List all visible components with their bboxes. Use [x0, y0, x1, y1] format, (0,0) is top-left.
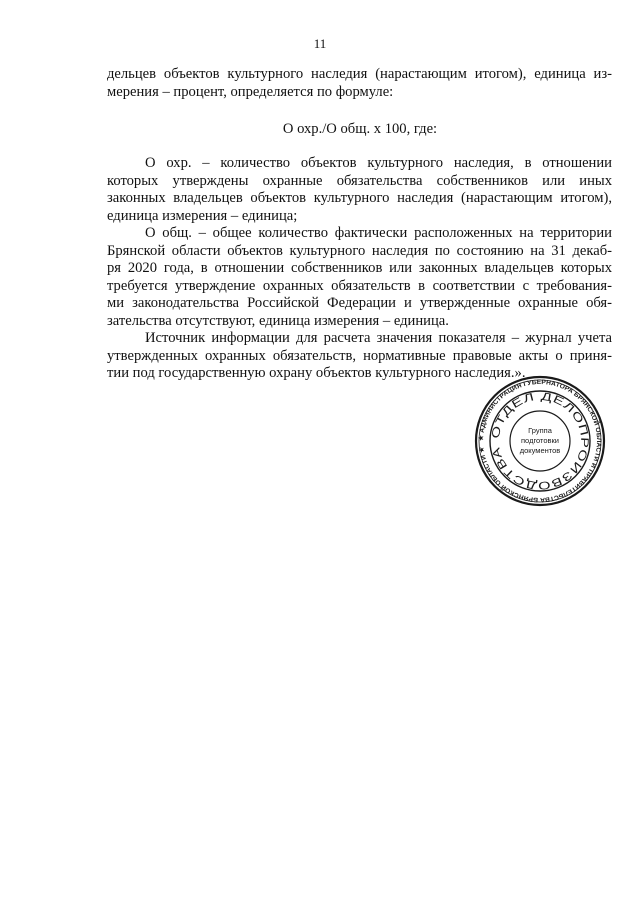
text-line: Брянской области объектов культурного наследия по состоянию на 31 декаб- — [107, 242, 612, 259]
stamp-inner-text: ОТДЕЛ ДЕЛОПРОИЗВОДСТВА — [489, 390, 591, 492]
text-line: О охр. – количество объектов культурного наследия, в отношении — [145, 155, 612, 171]
stamp-center-line: подготовки — [521, 436, 559, 445]
text-line: мерения – процент, определяется по формуле: — [107, 83, 394, 100]
intro-paragraph — [107, 66, 612, 101]
stamp-center-line: Группа — [528, 426, 552, 435]
definition-obsh-paragraph — [107, 225, 612, 331]
text-line: ря 2020 года, в отношении собственников или законных владельцев которых — [107, 260, 612, 277]
page-number: 11 — [313, 36, 327, 51]
text-line: единица измерения – единица; — [107, 207, 298, 224]
text-line: требуется утверждение охранных обязательств в соответствии с требования- — [107, 277, 612, 294]
definition-ohr-paragraph — [107, 155, 612, 225]
text-line: ми законодательства Российской Федерации и утвержденные охранные обя- — [107, 295, 612, 312]
official-stamp — [474, 375, 606, 507]
stamp-outer-text: ★ АДМИНИСТРАЦИЯ ГУБЕРНАТОРА БРЯНСКОЙ ОБЛАСТИ И ПРАВИТЕЛЬСТВА БРЯНСКОЙ ОБЛАСТИ ★ — [477, 378, 603, 504]
text-line: утвержденных охранных обязательств, нормативные правовые акты о приня- — [107, 347, 612, 364]
formula: О охр./О общ. х 100, где: — [282, 121, 438, 137]
text-line: тии под государственную охрану объектов культурного наследия.». — [107, 365, 526, 382]
text-line: зательства отсутствуют, единица измерения – единица. — [107, 312, 449, 329]
text-line: Источник информации для расчета значения показателя – журнал учета — [145, 330, 612, 346]
text-line: О общ. – общее количество фактически расположенных на территории — [145, 225, 612, 241]
text-line: которых утверждены охранные обязательства собственников или иных — [107, 172, 612, 189]
text-line: дельцев объектов культурного наследия (нарастающим итогом), единица из- — [107, 66, 612, 82]
text-line: законных владельцев объектов культурного наследия (нарастающим итогом), — [107, 190, 612, 207]
stamp-center-line: документов — [519, 446, 561, 455]
